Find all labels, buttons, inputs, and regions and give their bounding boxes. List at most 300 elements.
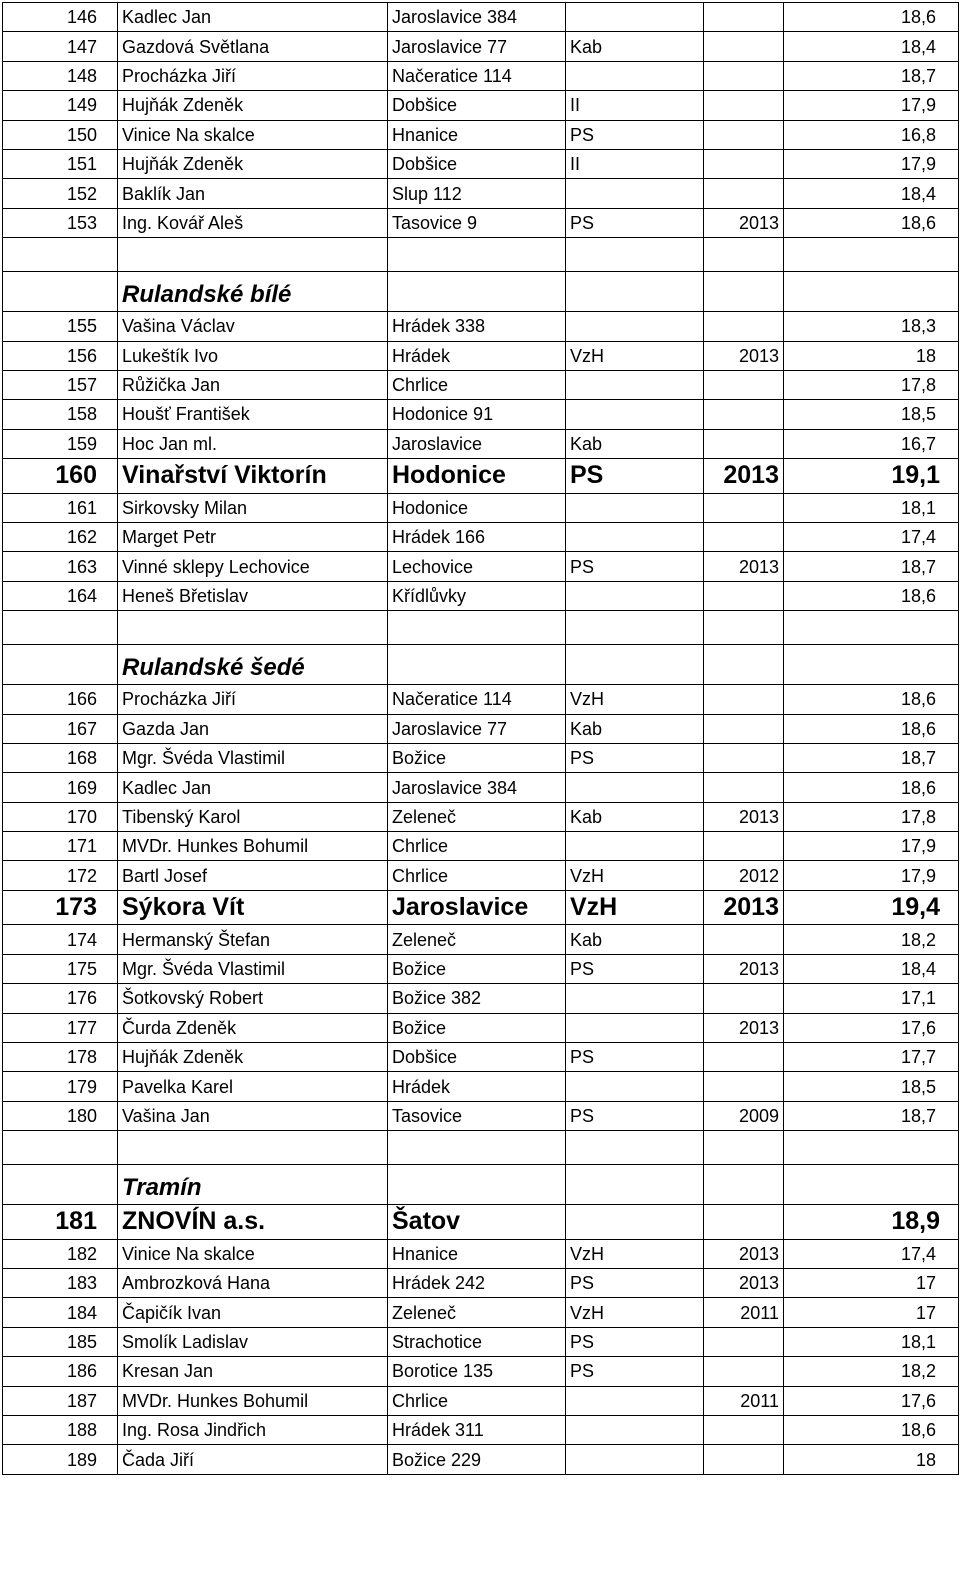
exhibitor-place: Chrlice bbox=[388, 832, 566, 861]
empty-cell bbox=[3, 272, 118, 312]
exhibitor-name: MVDr. Hunkes Bohumil bbox=[118, 832, 388, 861]
wine-category: II bbox=[566, 91, 704, 120]
entry-number: 186 bbox=[3, 1357, 118, 1386]
exhibitor-place: Božice 382 bbox=[388, 984, 566, 1013]
exhibitor-name: Šotkovský Robert bbox=[118, 984, 388, 1013]
empty-cell bbox=[388, 645, 566, 685]
table-row-highlight bbox=[3, 459, 959, 494]
wine-category bbox=[566, 1386, 704, 1415]
table-row bbox=[3, 984, 959, 1013]
table-row bbox=[3, 1013, 959, 1042]
score: 19,4 bbox=[784, 890, 959, 925]
empty-cell bbox=[388, 238, 566, 272]
vintage-year: 2013 bbox=[704, 954, 784, 983]
exhibitor-name: Čapičík Ivan bbox=[118, 1298, 388, 1327]
exhibitor-place: Hnanice bbox=[388, 120, 566, 149]
table-row bbox=[3, 3, 959, 32]
table-row bbox=[3, 802, 959, 831]
vintage-year: 2011 bbox=[704, 1298, 784, 1327]
exhibitor-name: Pavelka Karel bbox=[118, 1072, 388, 1101]
score: 17,8 bbox=[784, 370, 959, 399]
empty-cell bbox=[704, 1165, 784, 1205]
score: 18,4 bbox=[784, 954, 959, 983]
score: 19,1 bbox=[784, 459, 959, 494]
empty-cell bbox=[704, 611, 784, 645]
vintage-year: 2013 bbox=[704, 552, 784, 581]
wine-category: VzH bbox=[566, 685, 704, 714]
exhibitor-place: Chrlice bbox=[388, 861, 566, 890]
exhibitor-place: Borotice 135 bbox=[388, 1357, 566, 1386]
wine-category: Kab bbox=[566, 714, 704, 743]
vintage-year: 2013 bbox=[704, 459, 784, 494]
wine-category: PS bbox=[566, 552, 704, 581]
vintage-year: 2013 bbox=[704, 890, 784, 925]
wine-category: PS bbox=[566, 1269, 704, 1298]
wine-category bbox=[566, 1445, 704, 1474]
entry-number: 155 bbox=[3, 312, 118, 341]
section-header-row bbox=[3, 272, 959, 312]
entry-number: 163 bbox=[3, 552, 118, 581]
empty-cell bbox=[784, 1165, 959, 1205]
score: 17,9 bbox=[784, 149, 959, 178]
wine-category: II bbox=[566, 149, 704, 178]
wine-category bbox=[566, 3, 704, 32]
score: 18,6 bbox=[784, 773, 959, 802]
empty-cell bbox=[784, 272, 959, 312]
entry-number: 184 bbox=[3, 1298, 118, 1327]
empty-cell bbox=[3, 238, 118, 272]
empty-cell bbox=[566, 1165, 704, 1205]
table-row bbox=[3, 429, 959, 458]
score: 18,2 bbox=[784, 1357, 959, 1386]
exhibitor-place: Hrádek 242 bbox=[388, 1269, 566, 1298]
wine-category: PS bbox=[566, 120, 704, 149]
score: 18,7 bbox=[784, 552, 959, 581]
exhibitor-name: Baklík Jan bbox=[118, 179, 388, 208]
table-row bbox=[3, 149, 959, 178]
score: 17 bbox=[784, 1269, 959, 1298]
table-row bbox=[3, 1298, 959, 1327]
table-row bbox=[3, 1072, 959, 1101]
entry-number: 159 bbox=[3, 429, 118, 458]
wine-category bbox=[566, 832, 704, 861]
vintage-year bbox=[704, 984, 784, 1013]
blank-row bbox=[3, 238, 959, 272]
entry-number: 164 bbox=[3, 581, 118, 610]
wine-category bbox=[566, 1072, 704, 1101]
empty-cell bbox=[704, 272, 784, 312]
vintage-year bbox=[704, 1445, 784, 1474]
score: 17,6 bbox=[784, 1013, 959, 1042]
empty-cell bbox=[704, 645, 784, 685]
entry-number: 176 bbox=[3, 984, 118, 1013]
entry-number: 182 bbox=[3, 1239, 118, 1268]
exhibitor-place: Božice bbox=[388, 1013, 566, 1042]
wine-category bbox=[566, 1205, 704, 1240]
score: 18 bbox=[784, 341, 959, 370]
vintage-year bbox=[704, 832, 784, 861]
table-row bbox=[3, 179, 959, 208]
vintage-year bbox=[704, 179, 784, 208]
exhibitor-name: Vinařství Viktorín bbox=[118, 459, 388, 494]
score: 18,6 bbox=[784, 581, 959, 610]
section-header-row bbox=[3, 645, 959, 685]
wine-category bbox=[566, 493, 704, 522]
score: 17,9 bbox=[784, 861, 959, 890]
entry-number: 160 bbox=[3, 459, 118, 494]
exhibitor-name: Vinné sklepy Lechovice bbox=[118, 552, 388, 581]
vintage-year bbox=[704, 91, 784, 120]
vintage-year: 2012 bbox=[704, 861, 784, 890]
wine-category: VzH bbox=[566, 1239, 704, 1268]
wine-category: PS bbox=[566, 1101, 704, 1130]
exhibitor-place: Hrádek 338 bbox=[388, 312, 566, 341]
vintage-year bbox=[704, 773, 784, 802]
section-header-row bbox=[3, 1165, 959, 1205]
exhibitor-place: Hodonice bbox=[388, 459, 566, 494]
vintage-year: 2013 bbox=[704, 208, 784, 237]
score: 16,8 bbox=[784, 120, 959, 149]
score: 18,7 bbox=[784, 743, 959, 772]
exhibitor-place: Dobšice bbox=[388, 1042, 566, 1071]
score: 17,8 bbox=[784, 802, 959, 831]
score: 18,6 bbox=[784, 1415, 959, 1444]
empty-cell bbox=[118, 238, 388, 272]
table-row bbox=[3, 312, 959, 341]
empty-cell bbox=[388, 272, 566, 312]
vintage-year bbox=[704, 1042, 784, 1071]
empty-cell bbox=[566, 645, 704, 685]
score: 18,6 bbox=[784, 685, 959, 714]
exhibitor-name: Vašina Václav bbox=[118, 312, 388, 341]
empty-cell bbox=[3, 645, 118, 685]
exhibitor-name: Hujňák Zdeněk bbox=[118, 1042, 388, 1071]
entry-number: 178 bbox=[3, 1042, 118, 1071]
empty-cell bbox=[566, 272, 704, 312]
wine-category: Kab bbox=[566, 429, 704, 458]
score: 17,9 bbox=[784, 91, 959, 120]
exhibitor-name: Procházka Jiří bbox=[118, 685, 388, 714]
entry-number: 152 bbox=[3, 179, 118, 208]
table-row bbox=[3, 91, 959, 120]
wine-category bbox=[566, 773, 704, 802]
empty-cell bbox=[704, 238, 784, 272]
vintage-year: 2013 bbox=[704, 1013, 784, 1042]
exhibitor-name: Mgr. Švéda Vlastimil bbox=[118, 954, 388, 983]
table-row bbox=[3, 1415, 959, 1444]
vintage-year: 2013 bbox=[704, 341, 784, 370]
exhibitor-place: Lechovice bbox=[388, 552, 566, 581]
wine-category bbox=[566, 1013, 704, 1042]
score: 18,9 bbox=[784, 1205, 959, 1240]
table-row bbox=[3, 832, 959, 861]
table-row bbox=[3, 581, 959, 610]
empty-cell bbox=[566, 238, 704, 272]
wine-category: PS bbox=[566, 954, 704, 983]
score: 18,7 bbox=[784, 1101, 959, 1130]
score: 17,6 bbox=[784, 1386, 959, 1415]
exhibitor-name: ZNOVÍN a.s. bbox=[118, 1205, 388, 1240]
entry-number: 185 bbox=[3, 1327, 118, 1356]
exhibitor-name: Kresan Jan bbox=[118, 1357, 388, 1386]
exhibitor-name: Mgr. Švéda Vlastimil bbox=[118, 743, 388, 772]
entry-number: 173 bbox=[3, 890, 118, 925]
vintage-year bbox=[704, 120, 784, 149]
wine-category: VzH bbox=[566, 341, 704, 370]
empty-cell bbox=[388, 1131, 566, 1165]
entry-number: 175 bbox=[3, 954, 118, 983]
score: 18,6 bbox=[784, 714, 959, 743]
score: 18,4 bbox=[784, 179, 959, 208]
score: 18,5 bbox=[784, 1072, 959, 1101]
empty-cell bbox=[3, 1131, 118, 1165]
exhibitor-place: Hrádek 311 bbox=[388, 1415, 566, 1444]
exhibitor-place: Chrlice bbox=[388, 1386, 566, 1415]
vintage-year bbox=[704, 1205, 784, 1240]
entry-number: 167 bbox=[3, 714, 118, 743]
table-row bbox=[3, 861, 959, 890]
wine-category bbox=[566, 984, 704, 1013]
entry-number: 180 bbox=[3, 1101, 118, 1130]
wine-category bbox=[566, 370, 704, 399]
table-row bbox=[3, 925, 959, 954]
exhibitor-name: Sirkovsky Milan bbox=[118, 493, 388, 522]
score: 17,4 bbox=[784, 522, 959, 551]
exhibitor-place: Tasovice bbox=[388, 1101, 566, 1130]
entry-number: 150 bbox=[3, 120, 118, 149]
score: 18,2 bbox=[784, 925, 959, 954]
vintage-year bbox=[704, 1415, 784, 1444]
exhibitor-place: Zeleneč bbox=[388, 925, 566, 954]
entry-number: 177 bbox=[3, 1013, 118, 1042]
table-row bbox=[3, 1327, 959, 1356]
exhibitor-name: Kadlec Jan bbox=[118, 773, 388, 802]
table-row bbox=[3, 120, 959, 149]
exhibitor-place: Jaroslavice bbox=[388, 890, 566, 925]
section-title: Tramín bbox=[118, 1165, 388, 1205]
exhibitor-place: Hnanice bbox=[388, 1239, 566, 1268]
entry-number: 153 bbox=[3, 208, 118, 237]
wine-category: PS bbox=[566, 1042, 704, 1071]
exhibitor-place: Hrádek bbox=[388, 1072, 566, 1101]
wine-category bbox=[566, 1415, 704, 1444]
vintage-year: 2009 bbox=[704, 1101, 784, 1130]
entry-number: 157 bbox=[3, 370, 118, 399]
table-row-highlight bbox=[3, 1205, 959, 1240]
score: 18,1 bbox=[784, 493, 959, 522]
exhibitor-place: Hodonice bbox=[388, 493, 566, 522]
empty-cell bbox=[388, 611, 566, 645]
exhibitor-place: Hrádek 166 bbox=[388, 522, 566, 551]
empty-cell bbox=[566, 611, 704, 645]
table-row bbox=[3, 773, 959, 802]
wine-category: PS bbox=[566, 743, 704, 772]
exhibitor-name: Lukeštík Ivo bbox=[118, 341, 388, 370]
table-row bbox=[3, 493, 959, 522]
exhibitor-name: Procházka Jiří bbox=[118, 61, 388, 90]
table-row bbox=[3, 400, 959, 429]
empty-cell bbox=[704, 1131, 784, 1165]
table-row bbox=[3, 552, 959, 581]
entry-number: 189 bbox=[3, 1445, 118, 1474]
entry-number: 181 bbox=[3, 1205, 118, 1240]
section-title: Rulandské bílé bbox=[118, 272, 388, 312]
wine-category bbox=[566, 179, 704, 208]
exhibitor-name: Kadlec Jan bbox=[118, 3, 388, 32]
exhibitor-place: Načeratice 114 bbox=[388, 685, 566, 714]
section-title: Rulandské šedé bbox=[118, 645, 388, 685]
vintage-year: 2013 bbox=[704, 1239, 784, 1268]
exhibitor-place: Božice bbox=[388, 743, 566, 772]
exhibitor-name: Houšť František bbox=[118, 400, 388, 429]
exhibitor-name: Sýkora Vít bbox=[118, 890, 388, 925]
table-row bbox=[3, 1101, 959, 1130]
exhibitor-name: Gazda Jan bbox=[118, 714, 388, 743]
table-row bbox=[3, 341, 959, 370]
wine-category: PS bbox=[566, 459, 704, 494]
table-row bbox=[3, 208, 959, 237]
entry-number: 168 bbox=[3, 743, 118, 772]
vintage-year bbox=[704, 1327, 784, 1356]
wine-category: Kab bbox=[566, 925, 704, 954]
wine-category: PS bbox=[566, 1357, 704, 1386]
wine-results-table bbox=[2, 2, 959, 1475]
score: 18,6 bbox=[784, 208, 959, 237]
table-body bbox=[3, 3, 959, 1475]
table-row bbox=[3, 714, 959, 743]
entry-number: 161 bbox=[3, 493, 118, 522]
empty-cell bbox=[388, 1165, 566, 1205]
exhibitor-name: Růžička Jan bbox=[118, 370, 388, 399]
exhibitor-name: Ing. Kovář Aleš bbox=[118, 208, 388, 237]
wine-category: Kab bbox=[566, 802, 704, 831]
wine-category: PS bbox=[566, 208, 704, 237]
table-row bbox=[3, 1042, 959, 1071]
entry-number: 149 bbox=[3, 91, 118, 120]
exhibitor-place: Křídlůvky bbox=[388, 581, 566, 610]
score: 18,5 bbox=[784, 400, 959, 429]
score: 17,9 bbox=[784, 832, 959, 861]
exhibitor-name: Hujňák Zdeněk bbox=[118, 91, 388, 120]
blank-row bbox=[3, 1131, 959, 1165]
entry-number: 148 bbox=[3, 61, 118, 90]
exhibitor-name: MVDr. Hunkes Bohumil bbox=[118, 1386, 388, 1415]
empty-cell bbox=[118, 611, 388, 645]
empty-cell bbox=[3, 1165, 118, 1205]
exhibitor-name: Hermanský Štefan bbox=[118, 925, 388, 954]
vintage-year bbox=[704, 370, 784, 399]
score: 17,7 bbox=[784, 1042, 959, 1071]
entry-number: 147 bbox=[3, 32, 118, 61]
vintage-year bbox=[704, 743, 784, 772]
vintage-year bbox=[704, 3, 784, 32]
vintage-year bbox=[704, 522, 784, 551]
table-row bbox=[3, 522, 959, 551]
wine-category: VzH bbox=[566, 1298, 704, 1327]
vintage-year: 2011 bbox=[704, 1386, 784, 1415]
wine-category: VzH bbox=[566, 861, 704, 890]
wine-category bbox=[566, 312, 704, 341]
exhibitor-name: Čurda Zdeněk bbox=[118, 1013, 388, 1042]
vintage-year: 2013 bbox=[704, 802, 784, 831]
entry-number: 146 bbox=[3, 3, 118, 32]
wine-category: PS bbox=[566, 1327, 704, 1356]
table-row bbox=[3, 1239, 959, 1268]
vintage-year bbox=[704, 685, 784, 714]
exhibitor-place: Tasovice 9 bbox=[388, 208, 566, 237]
exhibitor-name: Bartl Josef bbox=[118, 861, 388, 890]
score: 17,4 bbox=[784, 1239, 959, 1268]
exhibitor-place: Chrlice bbox=[388, 370, 566, 399]
empty-cell bbox=[784, 645, 959, 685]
table-row bbox=[3, 61, 959, 90]
vintage-year bbox=[704, 429, 784, 458]
entry-number: 169 bbox=[3, 773, 118, 802]
score: 16,7 bbox=[784, 429, 959, 458]
exhibitor-name: Tibenský Karol bbox=[118, 802, 388, 831]
vintage-year bbox=[704, 925, 784, 954]
entry-number: 158 bbox=[3, 400, 118, 429]
exhibitor-place: Jaroslavice 384 bbox=[388, 3, 566, 32]
table-row bbox=[3, 370, 959, 399]
entry-number: 162 bbox=[3, 522, 118, 551]
score: 17,1 bbox=[784, 984, 959, 1013]
exhibitor-place: Načeratice 114 bbox=[388, 61, 566, 90]
exhibitor-name: Hoc Jan ml. bbox=[118, 429, 388, 458]
score: 18,7 bbox=[784, 61, 959, 90]
exhibitor-name: Marget Petr bbox=[118, 522, 388, 551]
exhibitor-place: Dobšice bbox=[388, 149, 566, 178]
table-row bbox=[3, 32, 959, 61]
exhibitor-place: Hodonice 91 bbox=[388, 400, 566, 429]
empty-cell bbox=[3, 611, 118, 645]
score: 18 bbox=[784, 1445, 959, 1474]
exhibitor-place: Jaroslavice 77 bbox=[388, 32, 566, 61]
exhibitor-place: Dobšice bbox=[388, 91, 566, 120]
entry-number: 183 bbox=[3, 1269, 118, 1298]
vintage-year bbox=[704, 714, 784, 743]
vintage-year bbox=[704, 312, 784, 341]
exhibitor-place: Strachotice bbox=[388, 1327, 566, 1356]
entry-number: 188 bbox=[3, 1415, 118, 1444]
wine-category bbox=[566, 522, 704, 551]
wine-category: VzH bbox=[566, 890, 704, 925]
empty-cell bbox=[784, 1131, 959, 1165]
exhibitor-name: Ing. Rosa Jindřich bbox=[118, 1415, 388, 1444]
vintage-year: 2013 bbox=[704, 1269, 784, 1298]
vintage-year bbox=[704, 581, 784, 610]
exhibitor-place: Jaroslavice 384 bbox=[388, 773, 566, 802]
exhibitor-place: Jaroslavice bbox=[388, 429, 566, 458]
exhibitor-place: Zeleneč bbox=[388, 1298, 566, 1327]
exhibitor-place: Slup 112 bbox=[388, 179, 566, 208]
entry-number: 174 bbox=[3, 925, 118, 954]
wine-category: Kab bbox=[566, 32, 704, 61]
vintage-year bbox=[704, 493, 784, 522]
vintage-year bbox=[704, 1072, 784, 1101]
entry-number: 179 bbox=[3, 1072, 118, 1101]
table-row-highlight bbox=[3, 890, 959, 925]
entry-number: 171 bbox=[3, 832, 118, 861]
vintage-year bbox=[704, 61, 784, 90]
table-row bbox=[3, 743, 959, 772]
exhibitor-name: Vinice Na skalce bbox=[118, 120, 388, 149]
exhibitor-name: Čada Jiří bbox=[118, 1445, 388, 1474]
exhibitor-name: Smolík Ladislav bbox=[118, 1327, 388, 1356]
empty-cell bbox=[566, 1131, 704, 1165]
exhibitor-place: Jaroslavice 77 bbox=[388, 714, 566, 743]
exhibitor-name: Hujňák Zdeněk bbox=[118, 149, 388, 178]
